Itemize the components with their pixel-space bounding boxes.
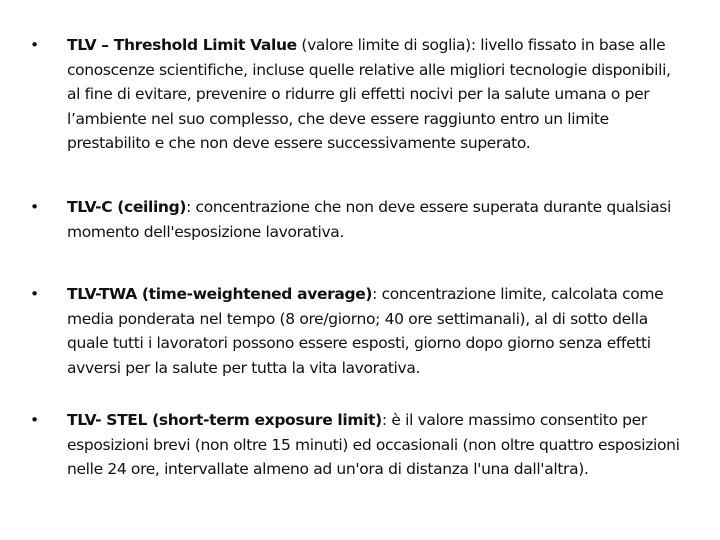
definition-tlv-c: : concentrazione che non deve essere superata durante qualsiasi momento dell'esposizione lavorativa. <box>67 198 671 241</box>
term-tlv: TLV – Threshold Limit Value <box>67 36 297 54</box>
term-tlv-twa: TLV-TWA (time-weightened average) <box>67 285 373 303</box>
bullet-icon: • <box>30 285 40 303</box>
list-item-tlv-c <box>30 195 680 244</box>
list-item-tlv-twa <box>30 282 680 380</box>
list-item-text <box>67 282 680 380</box>
list-item-tlv-stel <box>30 408 680 482</box>
bullet-icon: • <box>30 411 40 429</box>
definition-tlv: (valore limite di soglia): livello fissato in base alle conoscenze scientifiche, incluse quelle relative alle migliori tecnologie disponibili, al fine di evitare, prevenire o ridurre gli effetti nocivi per la salute umana o per l’ambiente nel suo complesso, che deve essere raggiunto entro un limite prestabilito e che non deve essere successivamente superato. <box>67 36 671 152</box>
bullet-icon: • <box>30 198 40 216</box>
term-tlv-stel: TLV- STEL (short-term exposure limit) <box>67 411 382 429</box>
bullet-icon: • <box>30 36 40 54</box>
list-item-text <box>67 33 680 156</box>
term-tlv-c: TLV-C (ceiling) <box>67 198 187 216</box>
list-item-tlv <box>30 33 680 156</box>
definition-tlv-stel: : è il valore massimo consentito per esposizioni brevi (non oltre 15 minuti) ed occasionali (non oltre quattro esposizioni nelle 24 ore, intervallate almeno ad un'ora di distanza l'una dall'altra). <box>67 411 680 478</box>
definition-tlv-twa: : concentrazione limite, calcolata come media ponderata nel tempo (8 ore/giorno; 40 ore settimanali), al di sotto della quale tutti i lavoratori possono essere esposti, giorno dopo giorno senza effetti avversi per la salute per tutta la vita lavorativa. <box>67 285 664 377</box>
list-item-text <box>67 408 680 482</box>
list-item-text <box>67 195 680 244</box>
